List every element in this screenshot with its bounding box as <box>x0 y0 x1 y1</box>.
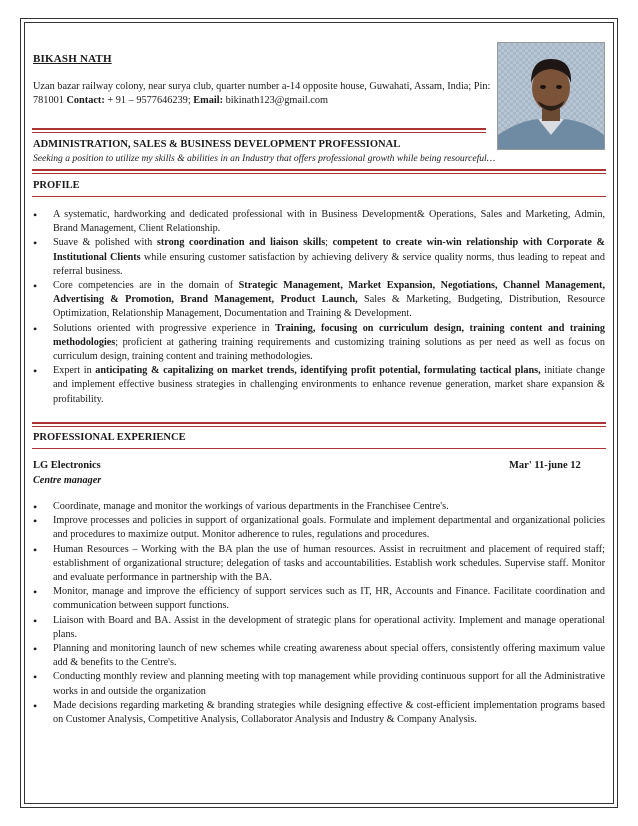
objective-rule-thin <box>32 173 606 174</box>
contact-block <box>33 80 493 108</box>
candidate-name: BIKASH NATH <box>33 53 112 65</box>
profile-item: • Solutions oriented with progressive experience in Training, focusing on curriculum design, training content and training methodologies; proficient at gathering training requirements and customizing training solutions as per need as well as focus on curriculum design, training content and training methodologies. <box>33 322 605 365</box>
duty-item: • Planning and monitoring launch of new schemes while creating awareness about special offers, consistently offering maximum value add & benefits to the Centre's. <box>33 642 605 670</box>
profile-photo <box>497 42 605 150</box>
phone-number: + 91 – 9577646239; <box>107 95 191 106</box>
profile-item: • Expert in anticipating & capitalizing on market trends, identifying profit potential, formulating tactical plans, initiate change and implement effective business strategies in challenging environments to enhance revenue generation, market share expansion & profitability. <box>33 364 605 407</box>
duty-item: • Human Resources – Working with the BA plan the use of human resources. Assist in recruitment and placement of required staff; establishment of organizational structure; delegation of tasks and accountabilities. Establish work schedules. Supervise staff. Monitor and evaluate performance in partnership with the BA. <box>33 543 605 586</box>
job-title: Centre manager <box>33 475 102 486</box>
header-rule-thin <box>32 132 486 133</box>
profile-rule <box>32 196 606 197</box>
profile-item: • A systematic, hardworking and dedicated professional with in Business Development& Operations, Sales and Marketing, Admin, Brand Management, Client Relationship. <box>33 208 605 236</box>
profile-item: • Suave & polished with strong coordination and liaison skills; competent to create win-win relationship with Corporate & Institutional Clients while ensuring customer satisfaction by achieving delivery & service quality norms, thus leading to repeat and referral business. <box>33 236 605 279</box>
duty-item: • Monitor, manage and improve the efficiency of support services such as IT, HR, Accounts and Finance. Facilitate coordination and communication between support functions. <box>33 585 605 613</box>
duty-item: • Coordinate, manage and monitor the workings of various departments in the Franchisee Centre's. <box>33 500 605 514</box>
experience-rule-thin <box>32 426 606 427</box>
profile-list <box>33 208 605 407</box>
objective-text: Seeking a position to utilize my skills & abilities in an Industry that offers professional growth while being resourceful… <box>33 153 496 164</box>
header-rule-thick <box>32 128 486 130</box>
contact-label: Contact: <box>66 95 105 106</box>
duty-item: • Improve processes and policies in support of organizational goals. Formulate and implement departmental and organizational policies and procedures to maximize output. Monitor adherence to rules, regulations and procedures. <box>33 514 605 542</box>
address-text: Uzan bazar railway colony, near surya club, quarter number a-14 opposite house, Guwahati, Assam, India; Pin: 781001 <box>33 81 491 106</box>
section-heading-profile: PROFILE <box>33 180 80 191</box>
company-name: LG Electronics <box>33 460 101 471</box>
employment-dates: Mar' 11-june 12 <box>509 460 581 471</box>
headline: ADMINISTRATION, SALES & BUSINESS DEVELOPMENT PROFESSIONAL <box>33 139 401 150</box>
email-label: Email: <box>193 95 224 106</box>
experience-heading-rule <box>32 448 606 449</box>
duty-item: • Made decisions regarding marketing & branding strategies while designing effective & cost-efficient implementation programs based on Customer Analysis, Competitive Analysis, Collaborator Analysis and Industry & Company Analysis. <box>33 699 605 727</box>
section-heading-experience: PROFESSIONAL EXPERIENCE <box>33 432 186 443</box>
email-address[interactable]: bikinath123@gmail.com <box>225 95 329 106</box>
duty-item: • Conducting monthly review and planning meeting with top management while providing continuous support for all the Administrative works in and outside the organization <box>33 670 605 698</box>
profile-item: • Core competencies are in the domain of Strategic Management, Market Expansion, Negotiations, Channel Management, Advertising & Promotion, Brand Management, Product Launch, Sales & Marketing, Budgeting, Distribution, Resource Optimization, Relationship Management, Documentation and Training & Development. <box>33 279 605 322</box>
duties-list <box>33 500 605 727</box>
objective-rule-thick <box>32 169 606 171</box>
duty-item: • Liaison with Board and BA. Assist in the development of strategic plans for operational activity. Implement and manage operational plans. <box>33 614 605 642</box>
experience-rule-thick <box>32 422 606 424</box>
